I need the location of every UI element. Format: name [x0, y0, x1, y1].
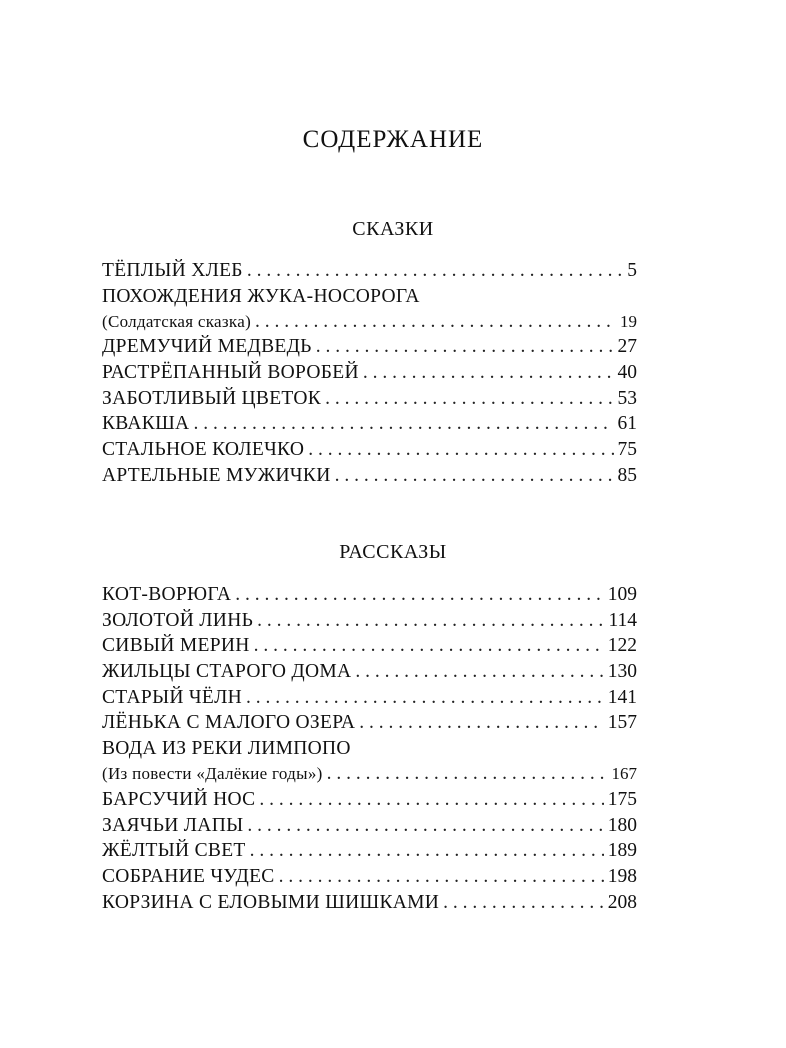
dot-leader: [325, 388, 613, 410]
toc-entry: [102, 413, 637, 439]
dot-leader: [247, 815, 603, 837]
toc-entry: [102, 260, 637, 286]
toc-entry: [102, 892, 637, 918]
entry-title: РАСТРЁПАННЫЙ ВОРОБЕЙ: [102, 362, 359, 384]
toc-entry: [102, 661, 637, 687]
page-number: 141: [607, 686, 637, 708]
dot-leader: [359, 712, 604, 734]
page-number: 175: [607, 788, 637, 810]
entry-title: ЗАЯЧЬИ ЛАПЫ: [102, 814, 244, 836]
page-number: 167: [611, 764, 637, 784]
dot-leader: [316, 336, 614, 358]
entry-title: КВАКША: [102, 413, 190, 435]
entry-title: КОТ-ВОРЮГА: [102, 584, 232, 605]
page-number: 130: [607, 661, 637, 683]
toc-entry: [102, 789, 637, 815]
page-number: 19: [620, 311, 637, 331]
entry-title: ЛЁНЬКА С МАЛОГО ОЗЕРА: [102, 712, 356, 734]
toc-entry: [102, 712, 637, 738]
entry-title: ЖИЛЬЦЫ СТАРОГО ДОМА: [102, 661, 352, 683]
toc-entry: [102, 388, 637, 414]
page-number: 5: [627, 260, 637, 281]
dot-leader: [250, 840, 604, 862]
toc-entry: [102, 465, 637, 491]
page-number: 198: [607, 865, 637, 887]
toc-entry: [102, 866, 637, 892]
dot-leader: [257, 610, 604, 632]
page-number: 27: [617, 336, 637, 358]
dot-leader: [335, 465, 614, 487]
dot-leader: [363, 362, 614, 384]
dot-leader: [254, 635, 604, 657]
toc-list-stories: [102, 584, 637, 917]
section-heading-stories: РАССКАЗЫ: [339, 541, 447, 563]
entry-subtitle: (Солдатская сказка): [102, 311, 252, 331]
page-number: 122: [607, 635, 637, 657]
toc-entry: [102, 311, 637, 337]
page-number: 114: [608, 609, 637, 631]
dot-leader: [279, 866, 604, 888]
toc-entry-title: [102, 286, 637, 311]
dot-leader: [259, 789, 603, 811]
entry-title: ВОДА ИЗ РЕКИ ЛИМПОПО: [102, 738, 351, 760]
toc-entry: [102, 610, 637, 636]
entry-title: ЗАБОТЛИВЫЙ ЦВЕТОК: [102, 387, 322, 409]
page-number: 53: [617, 387, 637, 409]
dot-leader: [247, 260, 623, 282]
entry-title: ЗОЛОТОЙ ЛИНЬ: [102, 609, 254, 631]
section-heading-tales: СКАЗКИ: [352, 218, 434, 240]
toc-entry: [102, 840, 637, 866]
dot-leader: [443, 892, 604, 914]
page-number: 75: [617, 439, 637, 461]
toc-entry: [102, 815, 637, 841]
page-number: 85: [617, 464, 637, 486]
entry-title: КОРЗИНА С ЕЛОВЫМИ ШИШКАМИ: [102, 891, 440, 913]
toc-entry-title: [102, 738, 637, 763]
entry-title: СТАРЫЙ ЧЁЛН: [102, 686, 243, 708]
toc-entry: [102, 336, 637, 362]
entry-title: АРТЕЛЬНЫЕ МУЖИЧКИ: [102, 464, 331, 486]
entry-title: ПОХОЖДЕНИЯ ЖУКА-НОСОРОГА: [102, 285, 420, 307]
page-number: 61: [617, 413, 637, 435]
entry-title: БАРСУЧИЙ НОС: [102, 788, 256, 810]
page-number: 208: [607, 891, 637, 913]
entry-title: ЖЁЛТЫЙ СВЕТ: [102, 840, 246, 862]
dot-leader: [193, 413, 613, 435]
dot-leader: [235, 584, 604, 606]
page-number: 189: [607, 840, 637, 862]
entry-title: ДРЕМУЧИЙ МЕДВЕДЬ: [102, 336, 312, 358]
page-number: 157: [607, 712, 637, 734]
dot-leader: [327, 763, 608, 785]
page-number: 40: [617, 362, 637, 384]
dot-leader: [246, 687, 604, 709]
toc-entry: [102, 439, 637, 465]
entry-title: СТАЛЬНОЕ КОЛЕЧКО: [102, 439, 305, 461]
toc-entry: [102, 635, 637, 661]
entry-title: СОБРАНИЕ ЧУДЕС: [102, 865, 275, 887]
toc-entry: [102, 763, 637, 789]
entry-subtitle: (Из повести «Далёкие годы»): [102, 764, 323, 784]
toc-entry: [102, 362, 637, 388]
page-number: 109: [607, 584, 637, 605]
toc-entry: [102, 584, 637, 610]
entry-title: СИВЫЙ МЕРИН: [102, 635, 250, 657]
dot-leader: [308, 439, 613, 461]
dot-leader: [255, 311, 616, 333]
page-title: СОДЕРЖАНИЕ: [302, 126, 484, 153]
toc-list-tales: [102, 260, 637, 491]
entry-title: ТЁПЛЫЙ ХЛЕБ: [102, 260, 243, 281]
dot-leader: [355, 661, 603, 683]
page-number: 180: [607, 814, 637, 836]
toc-entry: [102, 687, 637, 713]
